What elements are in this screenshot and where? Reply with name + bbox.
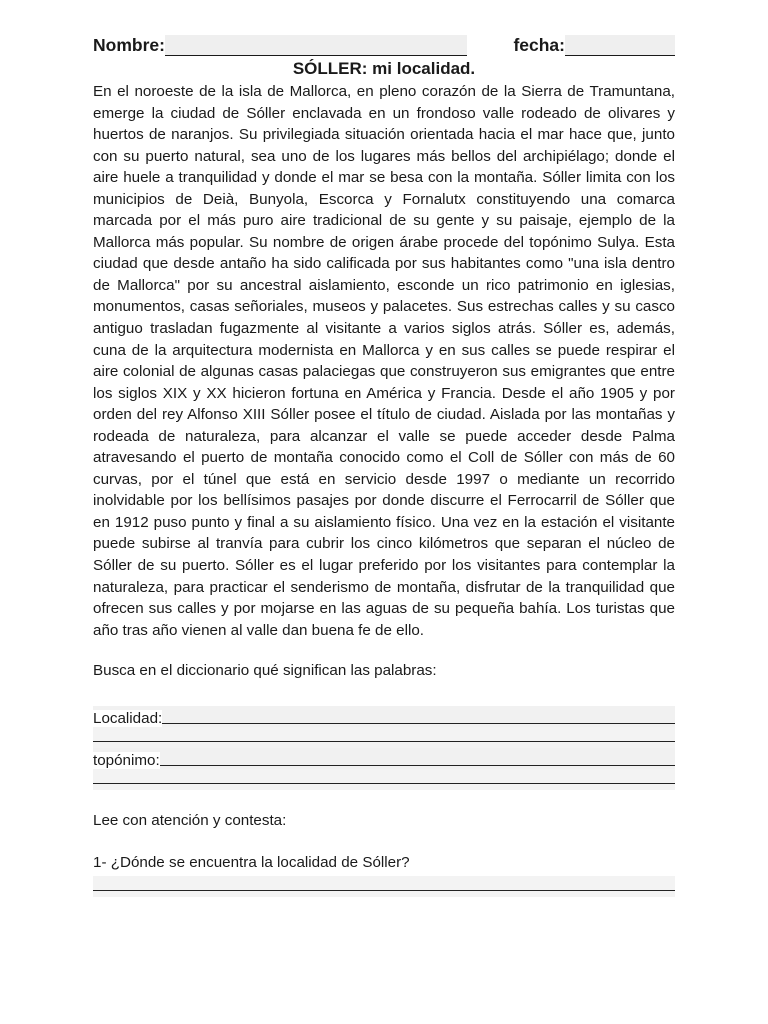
paragraph-line: En el noroeste de la isla de Mallorca, en pleno corazón de la Sierra de Tramuntana, [93,83,675,100]
answer-line[interactable] [93,741,675,742]
paragraph-line: con su puerto natural, sea uno de los lugares más bellos del archipiélago; donde el [93,147,675,165]
paragraph-line: Mallorca más popular. Su nombre de origen árabe procede del topónimo Sulya. Esta [93,233,675,251]
word-label-toponimo: topónimo: [93,752,160,770]
word-field-localidad[interactable] [93,706,675,727]
paragraph-line: rodeada de naturaleza, para alcanzar el valle se puede acceder desde Palma [93,427,675,445]
paragraph-line: orden del rey Alfonso XIII Sóller posee el título de ciudad. Aislada por las montañas y [93,406,675,424]
dictionary-instruction: Busca en el diccionario qué significan las palabras: [93,662,437,680]
name-label: Nombre: [93,35,165,55]
paragraph-line: de Mallorca" por su ancestral aislamiento, esconde un rico patrimonio en iglesias, [93,276,675,294]
date-blank-line[interactable] [565,37,675,56]
paragraph-line: naturaleza, para practicar el senderismo de montaña, disfrutar de la tranquilidad que [93,578,675,596]
header-row [93,30,675,56]
paragraph-line: huertos de naranjos. Su privilegiada situación orientada hacia el mar hace que, junto [93,126,675,144]
reading-paragraph [93,81,675,641]
paragraph-line: ciudad que desde antaño ha sido calificada por sus habitantes como "una isla dentro [93,255,675,273]
paragraph-line: en 1912 puso punto y final a su aislamiento físico. Una vez en la estación el visitante [93,513,675,531]
paragraph-line: municipios de Deià, Bunyola, Escorca y Fornalutx constituyendo una comarca [93,190,675,208]
paragraph-line: monumentos, casas señoriales, museos y palacetes. Sus estrechas calles y su casco [93,298,675,316]
answer-line-continuation[interactable] [93,727,675,748]
paragraph-line: curvas, por el túnel que está en servicio desde 1997 o mediante un recorrido [93,470,675,488]
paragraph-line: marcada por el más puro aire tradicional de su gente y su paisaje, ejemplo de la [93,212,675,230]
answer-line[interactable] [93,890,675,891]
paragraph-line: atravesando el puerto de montaña conocido como el Coll de Sóller con más de 60 [93,449,675,467]
date-field[interactable] [513,35,675,56]
worksheet-page [93,30,675,897]
paragraph-line: los siglos XIX y XX hicieron fortuna en América y Francia. Desde el año 1905 y por [93,384,675,402]
answer-line[interactable] [93,783,675,784]
name-field[interactable] [93,35,467,56]
paragraph-line: antiguo trasladan fugazmente al visitante a varios siglos atrás. Sóller es, además, [93,320,675,338]
question-1-answer[interactable] [93,876,675,897]
paragraph-line: aire huele a tranquilidad y donde el mar se besa con la montaña. Sóller limita con los [93,169,675,187]
answer-line[interactable] [162,707,675,724]
page-title: SÓLLER: mi localidad. [292,59,476,78]
paragraph-line: puede subirse al tranvía para cubrir los cinco kilómetros que separan el núcleo de [93,535,675,553]
date-label: fecha: [513,35,565,55]
answer-line-continuation[interactable] [93,769,675,790]
paragraph-line: emerge la ciudad de Sóller enclavada en un frondoso valle rodeado de olivares y [93,104,675,122]
answer-line[interactable] [160,749,675,766]
paragraph-line: cuna de la arquitectura modernista en Mallorca y en sus calles se puede respirar el [93,341,675,359]
word-label-localidad: Localidad: [93,710,163,728]
paragraph-line: inolvidable por los bellísimos pasajes por donde discurre el Ferrocarril de Sóller que [93,492,675,510]
paragraph-line: ofrecen sus calles y por mojarse en las aguas de su pequeña bahía. Los turistas que [93,600,675,618]
read-instruction: Lee con atención y contesta: [93,812,287,830]
paragraph-line: año tras año vienen al valle dan buena fe de ello. [93,621,424,639]
name-blank-line[interactable] [165,37,467,56]
word-field-toponimo[interactable] [93,748,675,769]
paragraph-line: Sóller de su puerto. Sóller es el lugar preferido por los visitantes para contemplar la [93,557,675,575]
paragraph-line: aire colonial de algunas casas palaciegas que construyeron sus emigrantes que entre [93,363,675,381]
question-1: 1- ¿Dónde se encuentra la localidad de Sóller? [93,854,410,872]
